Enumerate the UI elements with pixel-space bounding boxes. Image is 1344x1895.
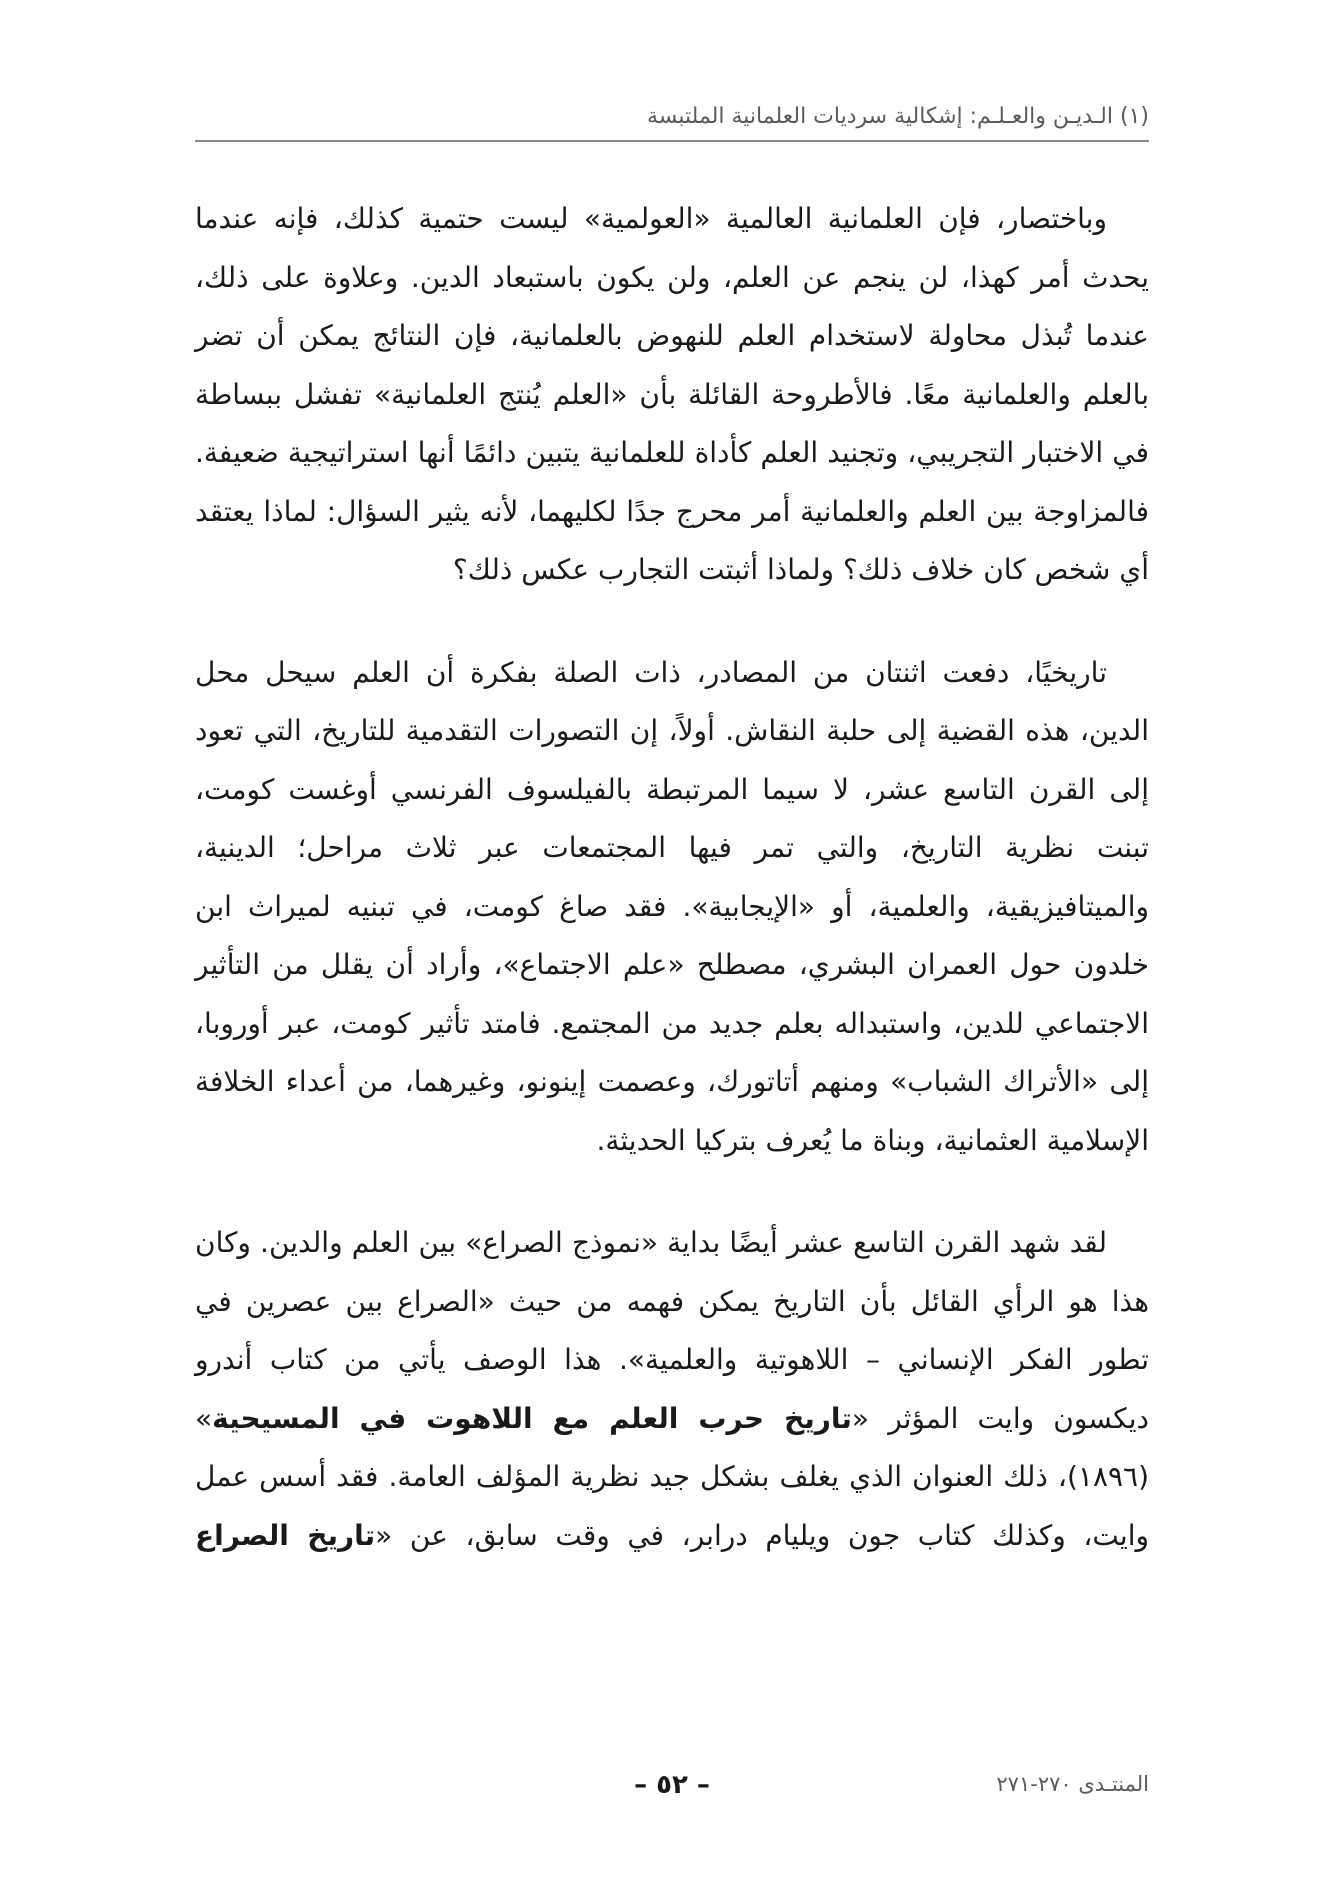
running-title: (١) الـديـن والعـلـم: إشكالية سرديات العلمانية الملتبسة	[646, 104, 1149, 129]
journal-issue-info: المنتـدى ٢٧٠-٢٧١	[996, 1772, 1149, 1796]
page-footer	[195, 1772, 1149, 1812]
article-body	[195, 190, 1149, 1565]
paragraph-3	[195, 1214, 1149, 1565]
book-title-white: تاريخ حرب العلم مع اللاهوت في المسيحية	[212, 1401, 852, 1435]
page-header	[195, 100, 1149, 142]
paragraph-3-text-part-2: » (١٨٩٦)، ذلك العنوان الذي يغلف بشكل جيد نظرية المؤلف العامة. فقد أسس عمل وايت، وكذلك كتاب جون ويليام درابر، في وقت سابق، عن «	[195, 1401, 1149, 1552]
paragraph-3-text-part-1: لقد شهد القرن التاسع عشر أيضًا بداية «نموذج الصراع» بين العلم والدين. وكان هذا هو الرأي القائل بأن التاريخ يمكن فهمه من حيث «الصراع بين عصرين في تطور الفكر الإنساني – اللاهوتية والعلمية». هذا الوصف يأتي من كتاب أندرو ديكسون وايت المؤثر «	[195, 1226, 1149, 1435]
paragraph-2: تاريخيًا، دفعت اثنتان من المصادر، ذات الصلة بفكرة أن العلم سيحل محل الدين، هذه القضية إلى حلبة النقاش. أولاً، إن التصورات التقدمية للتاريخ، التي تعود إلى القرن التاسع عشر، لا سيما المرتبطة بالفيلسوف الفرنسي أوغست كومت، تبنت نظرية التاريخ، والتي تمر فيها المجتمعات عبر ثلاث مراحل؛ الدينية، والميتافيزيقية، والعلمية، أو «الإيجابية». فقد صاغ كومت، في تبنيه لميراث ابن خلدون حول العمران البشري، مصطلح «علم الاجتماع»، وأراد أن يقلل من التأثير الاجتماعي للدين، واستبداله بعلم جديد من المجتمع. فامتد تأثير كومت، عبر أوروبا، إلى «الأتراك الشباب» ومنهم أتاتورك، وعصمت إينونو، وغيرهما، من أعداء الخلافة الإسلامية العثمانية، وبناة ما يُعرف بتركيا الحديثة.	[195, 655, 1149, 1157]
book-title-draper: تاريخ الصراع	[195, 1518, 376, 1552]
paragraph-1: وباختصار، فإن العلمانية العالمية «العولمية» ليست حتمية كذلك، فإنه عندما يحدث أمر كهذا، لن ينجم عن العلم، ولن يكون باستبعاد الدين. وعلاوة على ذلك، عندما تُبذل محاولة لاستخدام العلم للنهوض بالعلمانية، فإن النتائج يمكن أن تضر بالعلم والعلمانية معًا. فالأطروحة القائلة بأن «العلم يُنتج العلمانية» تفشل ببساطة في الاختبار التجريبي، وتجنيد العلم كأداة للعلمانية يتبين دائمًا أنها استراتيجية ضعيفة. فالمزاوجة بين العلم والعلمانية أمر محرج جدًا لكليهما، لأنه يثير السؤال: لماذا يعتقد أي شخص كان خلاف ذلك؟ ولماذا أثبتت التجارب عكس ذلك؟	[195, 202, 1149, 586]
page-number: – ٥٢ –	[634, 1770, 710, 1800]
